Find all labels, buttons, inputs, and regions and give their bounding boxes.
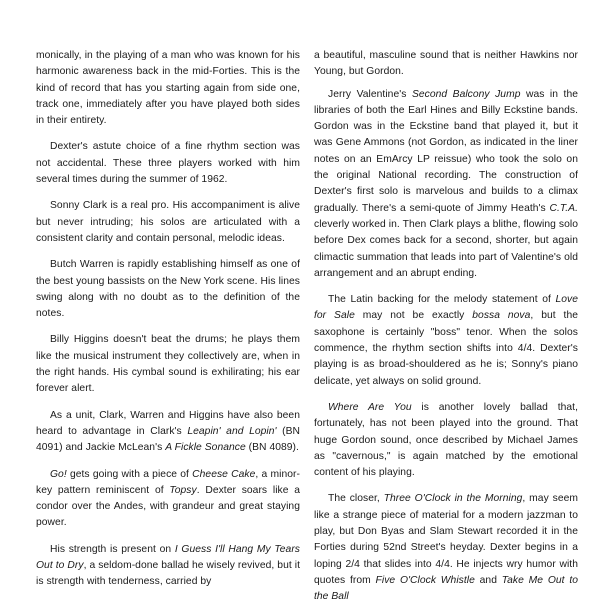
text-run: The Latin backing for the melody statement of	[328, 294, 556, 306]
track-title-three-oclock-in-the-morning: Three O'Clock in the Morning	[383, 493, 523, 505]
paragraph-love-for-sale	[314, 292, 578, 390]
text-run: was in the libraries of both the Earl Hines and Billy Eckstine bands. Gordon was in the Eckstine band that played it, but it was Gene Ammons (not Gordon, as indicated in the liner notes on an EmArcy LP reissue) who took the solo on the original National recording. The construction of Dexter's first solo is marvelous and builds to a climax gradually. There's a semi-quote of Jimmy Heath's	[314, 88, 578, 214]
text-run: Jerry Valentine's	[328, 88, 412, 100]
track-title-love-for-sale: Love for Sale	[314, 294, 578, 322]
paragraph-cheese-cake	[36, 467, 300, 532]
paragraph-second-balcony-jump	[314, 87, 578, 283]
track-title-five-oclock-whistle: Five O'Clock Whistle	[375, 574, 475, 586]
text-run: , may seem like a strange piece of material for a modern jazzman to play, but Don Byas and Slam Stewart recorded it in the Forties during 52nd Street's heyday. Dexter begins in a loping 2/4 that slides into 4/4. He injects wry humor with quotes from	[314, 493, 578, 586]
left-column	[36, 48, 300, 601]
text-run: and	[474, 574, 502, 586]
text-run: may not be exactly	[354, 310, 473, 322]
paragraph-three-oclock	[314, 491, 578, 605]
track-title-topsy: Topsy	[169, 484, 197, 496]
album-title-go: Go!	[50, 468, 67, 480]
track-title-cta: C.T.A.	[549, 202, 578, 214]
paragraph-sonny-clark: Sonny Clark is a real pro. His accompaniment is alive but never intruding; his solos are articulated with a consistent clarity and contain personal, melodic ideas.	[36, 200, 300, 244]
text-run: cleverly worked in. Then Clark plays a blithe, flowing solo before Dex comes back for a second, shorter, but again climactic summation that leads into part of Valentine's old arrangement and an abrupt ending.	[314, 218, 578, 279]
album-title-leapin-and-lopin: Leapin' and Lopin'	[187, 425, 277, 437]
text-run: (BN 4089).	[245, 442, 299, 454]
paragraph-billy-higgins: Billy Higgins doesn't beat the drums; he plays them like the musical instrument they collectively are, when in the right hands. His cymbal sound is exhilirating; his ear forever alert.	[36, 334, 300, 395]
paragraph-i-guess	[36, 542, 300, 591]
text-run: (BN 4091) and Jackie McLean's	[36, 425, 301, 454]
paragraph-butch-warren: Butch Warren is rapidly establishing himself as one of the best young bassists on the New York scene. His lines swing along with no doubt as to the definition of the notes.	[36, 259, 300, 320]
paragraph-where-are-you	[314, 400, 578, 481]
text-run: , a minor-key pattern reminiscent of	[36, 468, 300, 496]
text-run: . Dexter soars like a condor over the Andes, with grandeur and great staying power.	[36, 484, 300, 529]
track-title-second-balcony-jump: Second Balcony Jump	[411, 88, 521, 100]
text-run: gets going with a piece of	[66, 468, 193, 480]
right-column	[314, 48, 578, 616]
text-run: is another lovely ballad that, fortunately, has not been played into the ground. That huge Gordon sound, once described by Michael James as "cavernous," is again matched by the emotional content of his playing.	[314, 401, 578, 479]
paragraph-rhythm-section: Dexter's astute choice of a fine rhythm section was not accidental. These three players worked with him several times during the summer of 1962.	[36, 141, 300, 186]
track-title-i-guess-ill-hang-my-tears: I Guess I'll Hang My Tears Out to Dry	[36, 543, 300, 572]
text-run: His strength is present on	[50, 543, 175, 555]
track-title-cheese-cake: Cheese Cake	[192, 468, 256, 480]
track-title-where-are-you: Where Are You	[328, 401, 412, 413]
text-run: , but the saxophone is certainly "boss" tenor. When the solos commence, the rhythm section shifts into 4/4. Dexter's playing is as broad-shouldered as he is; Sonny's piano delicate, yet always on solid ground.	[314, 310, 578, 387]
text-run: As a unit, Clark, Warren and Higgins have also been heard to advantage in Clark's	[36, 409, 300, 437]
album-title-a-fickle-sonance: A Fickle Sonance	[165, 442, 246, 454]
paragraph-continuation-sound: a beautiful, masculine sound that is neither Hawkins nor Young, but Gordon.	[314, 50, 578, 78]
track-title-take-me-out-to-the-ball: Take Me Out to the Ball	[314, 574, 579, 603]
paragraph-continuation: monically, in the playing of a man who was known for his harmonic awareness back in the mid-Forties. This is the kind of record that has you starting again from side one, track one, immediately after you have played both sides in their entirety.	[36, 50, 300, 127]
text-run: The closer,	[328, 493, 384, 505]
style-bossa-nova: bossa nova	[472, 310, 531, 322]
text-run: , a seldom-done ballad he wisely revived, but it is strength with tenderness, carried by	[36, 560, 301, 588]
paragraph-as-a-unit	[36, 408, 300, 457]
